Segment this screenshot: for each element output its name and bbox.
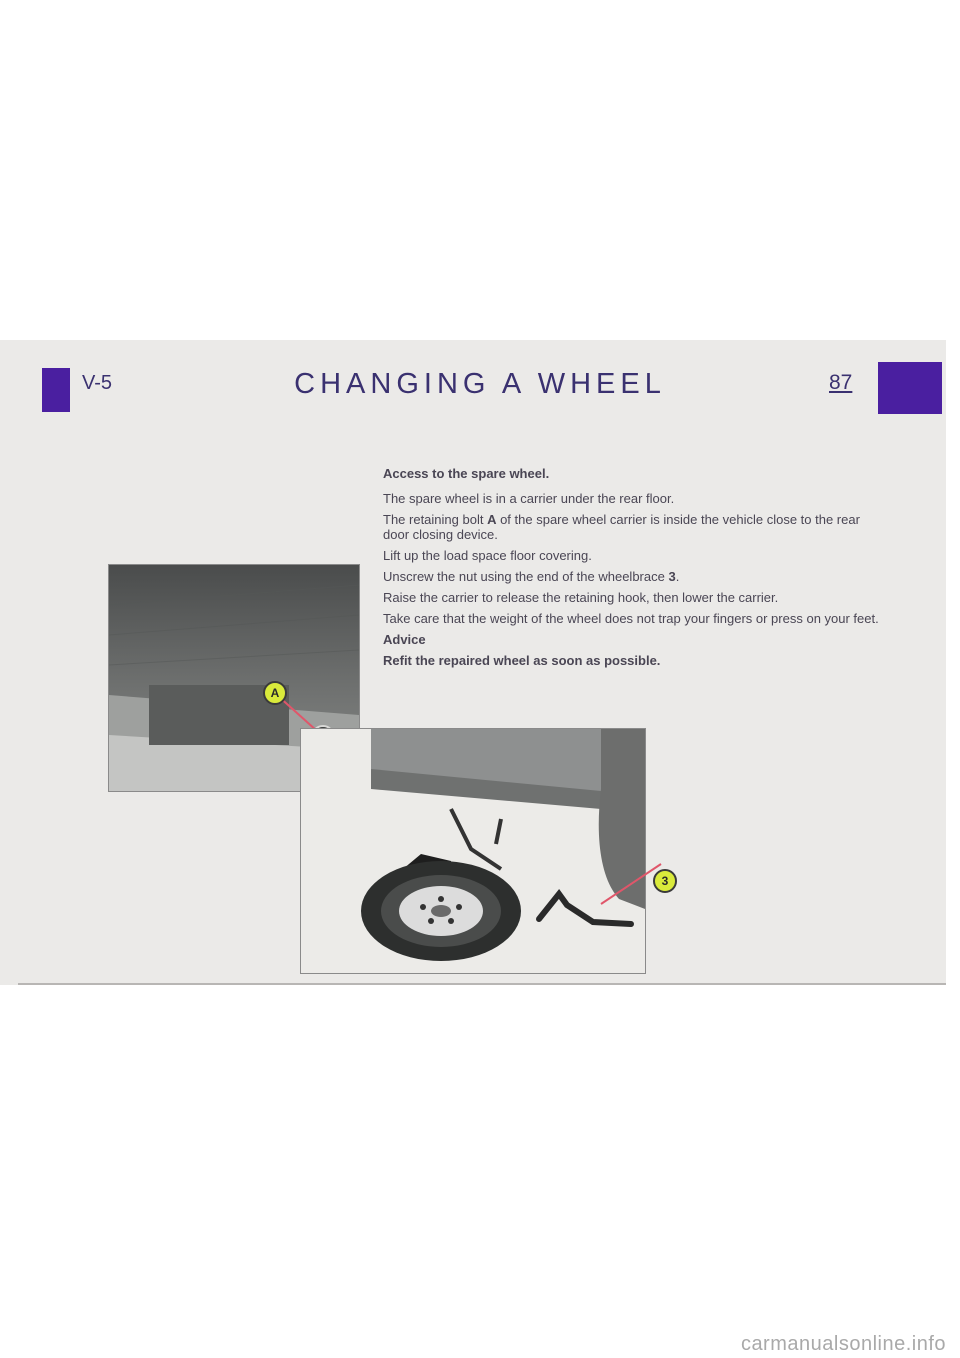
paragraph-lift-covering: Lift up the load space floor covering. [383,548,592,563]
paragraph-raise-carrier: Raise the carrier to release the retaining hook, then lower the carrier. [383,590,779,605]
section-code: V-5 [82,372,113,394]
text-span: . [675,569,680,584]
page-number: 87 [829,371,853,394]
callout-3: 3 [653,869,677,893]
ref-3: 3 [668,569,676,584]
watermark: carmanualsonline.info [740,1333,946,1355]
spare-wheel-photo [300,728,669,974]
page-title: CHANGING A WHEEL [294,368,666,400]
text-span: Unscrew the nut using the end of the wheelbrace [383,569,669,584]
paragraph-unscrew [383,569,883,584]
section-heading: Access to the spare wheel. [383,466,550,481]
ref-a: A [487,512,497,527]
paragraph-retaining-bolt [383,512,883,542]
advice-heading: Advice [383,632,426,647]
instructions-text [383,466,883,674]
text-span: of the spare wheel carrier is inside the vehicle close to the rear door closing device. [383,512,860,542]
callout-a: A [263,681,287,705]
paragraph-carrier-location: The spare wheel is in a carrier under the rear floor. [383,491,675,506]
advice-text: Refit the repaired wheel as soon as possible. [383,653,661,668]
text-span: The retaining bolt [383,512,488,527]
page-bottom-edge [18,983,946,985]
spare-wheel-illustration [301,729,645,973]
paragraph-caution: Take care that the weight of the wheel does not trap your fingers or press on your feet. [383,611,879,626]
